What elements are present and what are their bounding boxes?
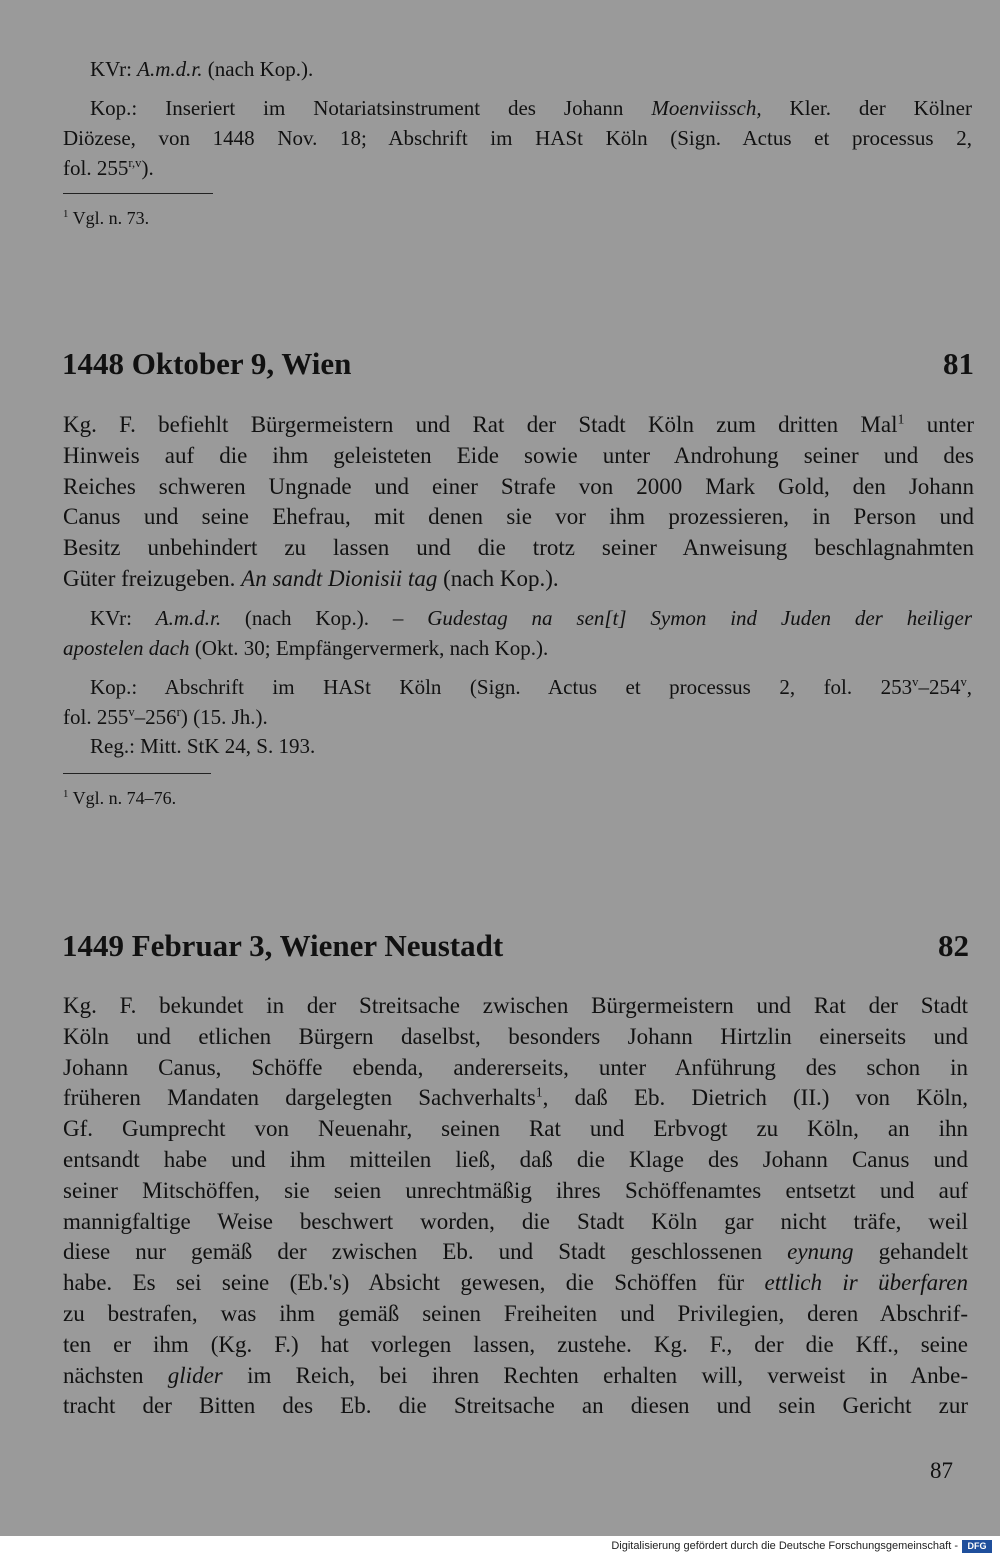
doc-81-regest: Kg. F. befiehlt Bürgermeistern und Rat der Stadt Köln zum dritten Mal$^1$ unter Hinweis auf die ihm geleisteten Eide sowie unter Androhung seiner und des Reiches schweren Ungnade und einer Strafe von 2000 Mark Gold, den Johann Canus und seine Ehefrau, mit denen sie vor ihm prozessieren, in Person und Besitz unbehindert zu lassen und die trotz seiner Anweisung beschlagnahmten Güter freizugeben. An sandt Dionisii tag (nach Kop.). (63, 411, 974, 591)
footnote-rule (63, 193, 213, 194)
doc-81-reg-line: Reg.: Mitt. StK 24, S. 193. (90, 734, 316, 758)
prev-kop-line-2: Diözese, von 1448 Nov. 18; Abschrift im HASt Köln (Sign. Actus et processus 2, (63, 126, 972, 150)
doc-82-title: 1449 Februar 3, Wiener Neustadt (62, 928, 504, 963)
doc-81-kvr-line-2: apostelen dach (Okt. 30; Empfängervermerk, nach Kop.). (63, 636, 549, 660)
prev-footnote: $^1$ Vgl. n. 73. (63, 208, 150, 228)
funding-note: Digitalisierung gefördert durch die Deutsche Forschungsgemeinschaft - (611, 1540, 958, 1552)
doc-81-kop-line-2: fol. 255$^v$–256$^r$) (15. Jh.). (63, 705, 268, 729)
dfg-logo-icon: DFG (962, 1540, 992, 1553)
prev-kvr-line: KVr: A.m.d.r. (nach Kop.). (90, 57, 314, 81)
digitization-footer (0, 1536, 1000, 1557)
doc-81-kvr-line-1: KVr: A.m.d.r. (nach Kop.). – Gudestag na sen[t] Symon ind Juden der heiliger (90, 606, 973, 630)
doc-82-heading (62, 926, 969, 966)
doc-81-footnote: $^1$ Vgl. n. 74–76. (63, 788, 177, 808)
doc-81-kop-line-1: Kop.: Abschrift im HASt Köln (Sign. Actus et processus 2, fol. 253$^v$–254$^v$, (90, 675, 972, 699)
doc-82-number: 82 (938, 928, 969, 963)
page-number: 87 (930, 1458, 953, 1483)
doc-81-heading (62, 344, 974, 384)
prev-kop-line-3: fol. 255$^{r,v}$). (63, 156, 154, 180)
doc-81-number: 81 (943, 346, 974, 381)
footnote-rule (63, 773, 211, 774)
doc-82-regest: Kg. F. bekundet in der Streitsache zwischen Bürgermeistern und Rat der Stadt Köln und etlichen Bürgern daselbst, besonders Johann Hirtzlin einerseits und Johann Canus, Schöffe ebenda, andererseits, unter Anführung des schon in früheren Mandaten dargelegten Sachverhalts$^1$, daß Eb. Dietrich (II.) von Köln, Gf. Gumprecht von Neuenahr, seinen Rat und Erbvogt zu Köln, an ihn entsandt habe und ihm mitteilen ließ, daß die Klage des Johann Canus und seiner Mitschöffen, sie seien unrechtmäßig ihres Schöffenamtes entsetzt und auf mannigfaltige Weise beschwert worden, die Stadt Köln gar nicht träfe, weil diese nur gemäß der zwischen Eb. und Stadt geschlossenen eynung gehandelt habe. Es sei seine (Eb.'s) Absicht gewesen, die Schöffen für ettlich ir überfaren zu bestrafen, was ihm gemäß seinen Freiheiten und Privilegien, deren Abschrif- ten er ihm (Kg. F.) hat vorlegen lassen, zustehe. Kg. F., der die Kff., seine nächsten glider im Reich, bei ihren Rechten erhalten will, verweist in Anbe- tracht der Bitten des Eb. die Streitsache an diesen und sein Gericht zur (63, 993, 969, 1419)
prev-kop-line-1: Kop.: Inseriert im Notariatsinstrument des Johann Moenviissch, Kler. der Kölner (90, 96, 972, 120)
doc-81-title: 1448 Oktober 9, Wien (62, 346, 352, 381)
